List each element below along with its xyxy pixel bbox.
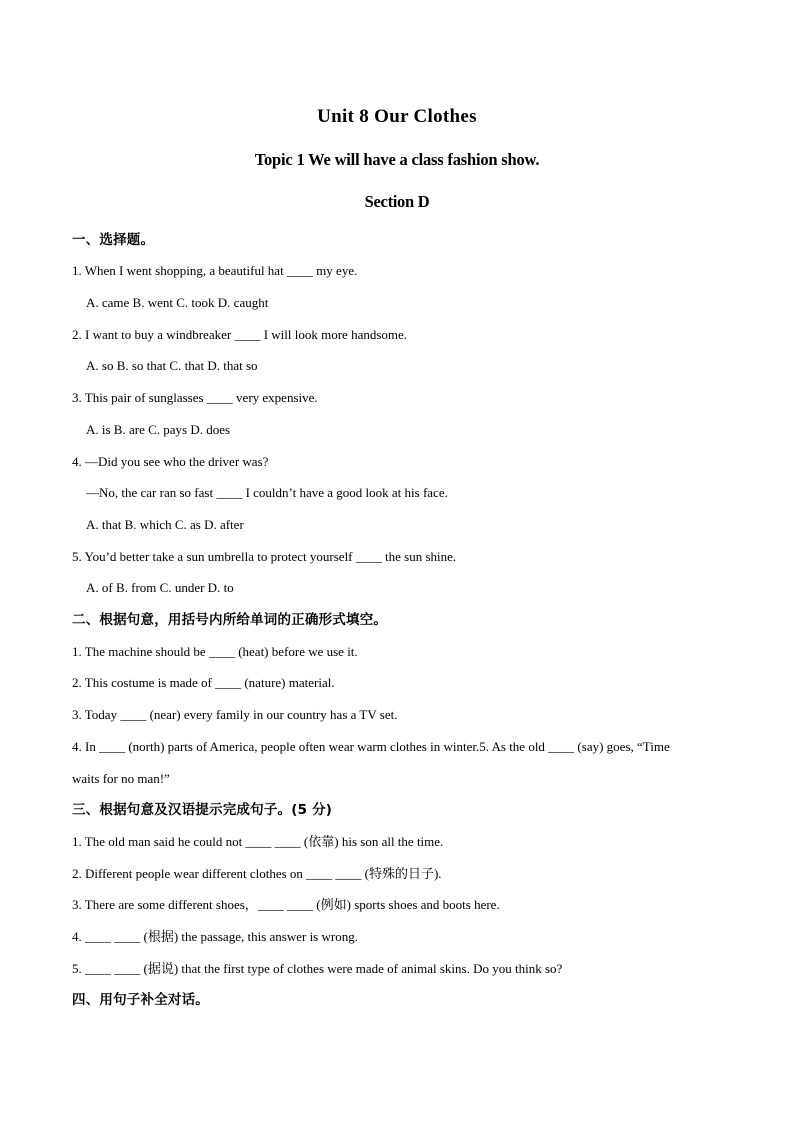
part2-question-4-continued: waits for no man!” bbox=[72, 771, 170, 786]
part1-question-4-reply: —No, the car ran so fast ____ I couldn’t have a good look at his face. bbox=[86, 485, 448, 500]
part1-question-5-options: A. of B. from C. under D. to bbox=[86, 580, 234, 595]
part1-question-2-options: A. so B. so that C. that D. that so bbox=[86, 358, 258, 373]
part1-question-4: 4. —Did you see who the driver was? bbox=[72, 454, 269, 469]
part3-question-3: 3. There are some different shoes，____ ____ (例如) sports shoes and boots here. bbox=[72, 897, 500, 912]
part3-question-2: 2. Different people wear different clothes on ____ ____ (特殊的日子). bbox=[72, 866, 442, 881]
part3-question-5: 5. ____ ____ (据说) that the first type of clothes were made of animal skins. Do you think so? bbox=[72, 961, 563, 976]
part1-question-1: 1. When I went shopping, a beautiful hat ____ my eye. bbox=[72, 263, 358, 278]
part2-question-2: 2. This costume is made of ____ (nature) material. bbox=[72, 675, 335, 690]
part2-heading: 二、根据句意，用括号内所给单词的正确形式填空。 bbox=[72, 612, 388, 628]
unit-title: Unit 8 Our Clothes bbox=[317, 106, 477, 127]
topic-title: Topic 1 We will have a class fashion show. bbox=[254, 150, 540, 169]
part1-question-5: 5. You’d better take a sun umbrella to protect yourself ____ the sun shine. bbox=[72, 549, 457, 564]
part1-question-3: 3. This pair of sunglasses ____ very expensive. bbox=[72, 390, 318, 405]
part2-question-4: 4. In ____ (north) parts of America, people often wear warm clothes in winter.5. As the old ____ (say) goes, “Time bbox=[72, 739, 670, 754]
part1-question-1-options: A. came B. went C. took D. caught bbox=[86, 295, 269, 310]
section-title: Section D bbox=[364, 192, 430, 211]
part3-question-1: 1. The old man said he could not ____ ____ (依靠) his son all the time. bbox=[72, 834, 444, 849]
part3-heading: 三、根据句意及汉语提示完成句子。(5 分) bbox=[72, 802, 333, 818]
part1-question-4-options: A. that B. which C. as D. after bbox=[86, 517, 244, 532]
part3-question-4: 4. ____ ____ (根据) the passage, this answer is wrong. bbox=[72, 929, 358, 944]
part2-question-3: 3. Today ____ (near) every family in our country has a TV set. bbox=[72, 707, 398, 722]
part1-question-3-options: A. is B. are C. pays D. does bbox=[86, 422, 231, 437]
part1-question-2: 2. I want to buy a windbreaker ____ I will look more handsome. bbox=[72, 327, 408, 342]
part4-heading: 四、用句子补全对话。 bbox=[72, 992, 209, 1008]
part1-heading: 一、选择题。 bbox=[72, 232, 155, 248]
part2-question-1: 1. The machine should be ____ (heat) before we use it. bbox=[72, 644, 358, 659]
